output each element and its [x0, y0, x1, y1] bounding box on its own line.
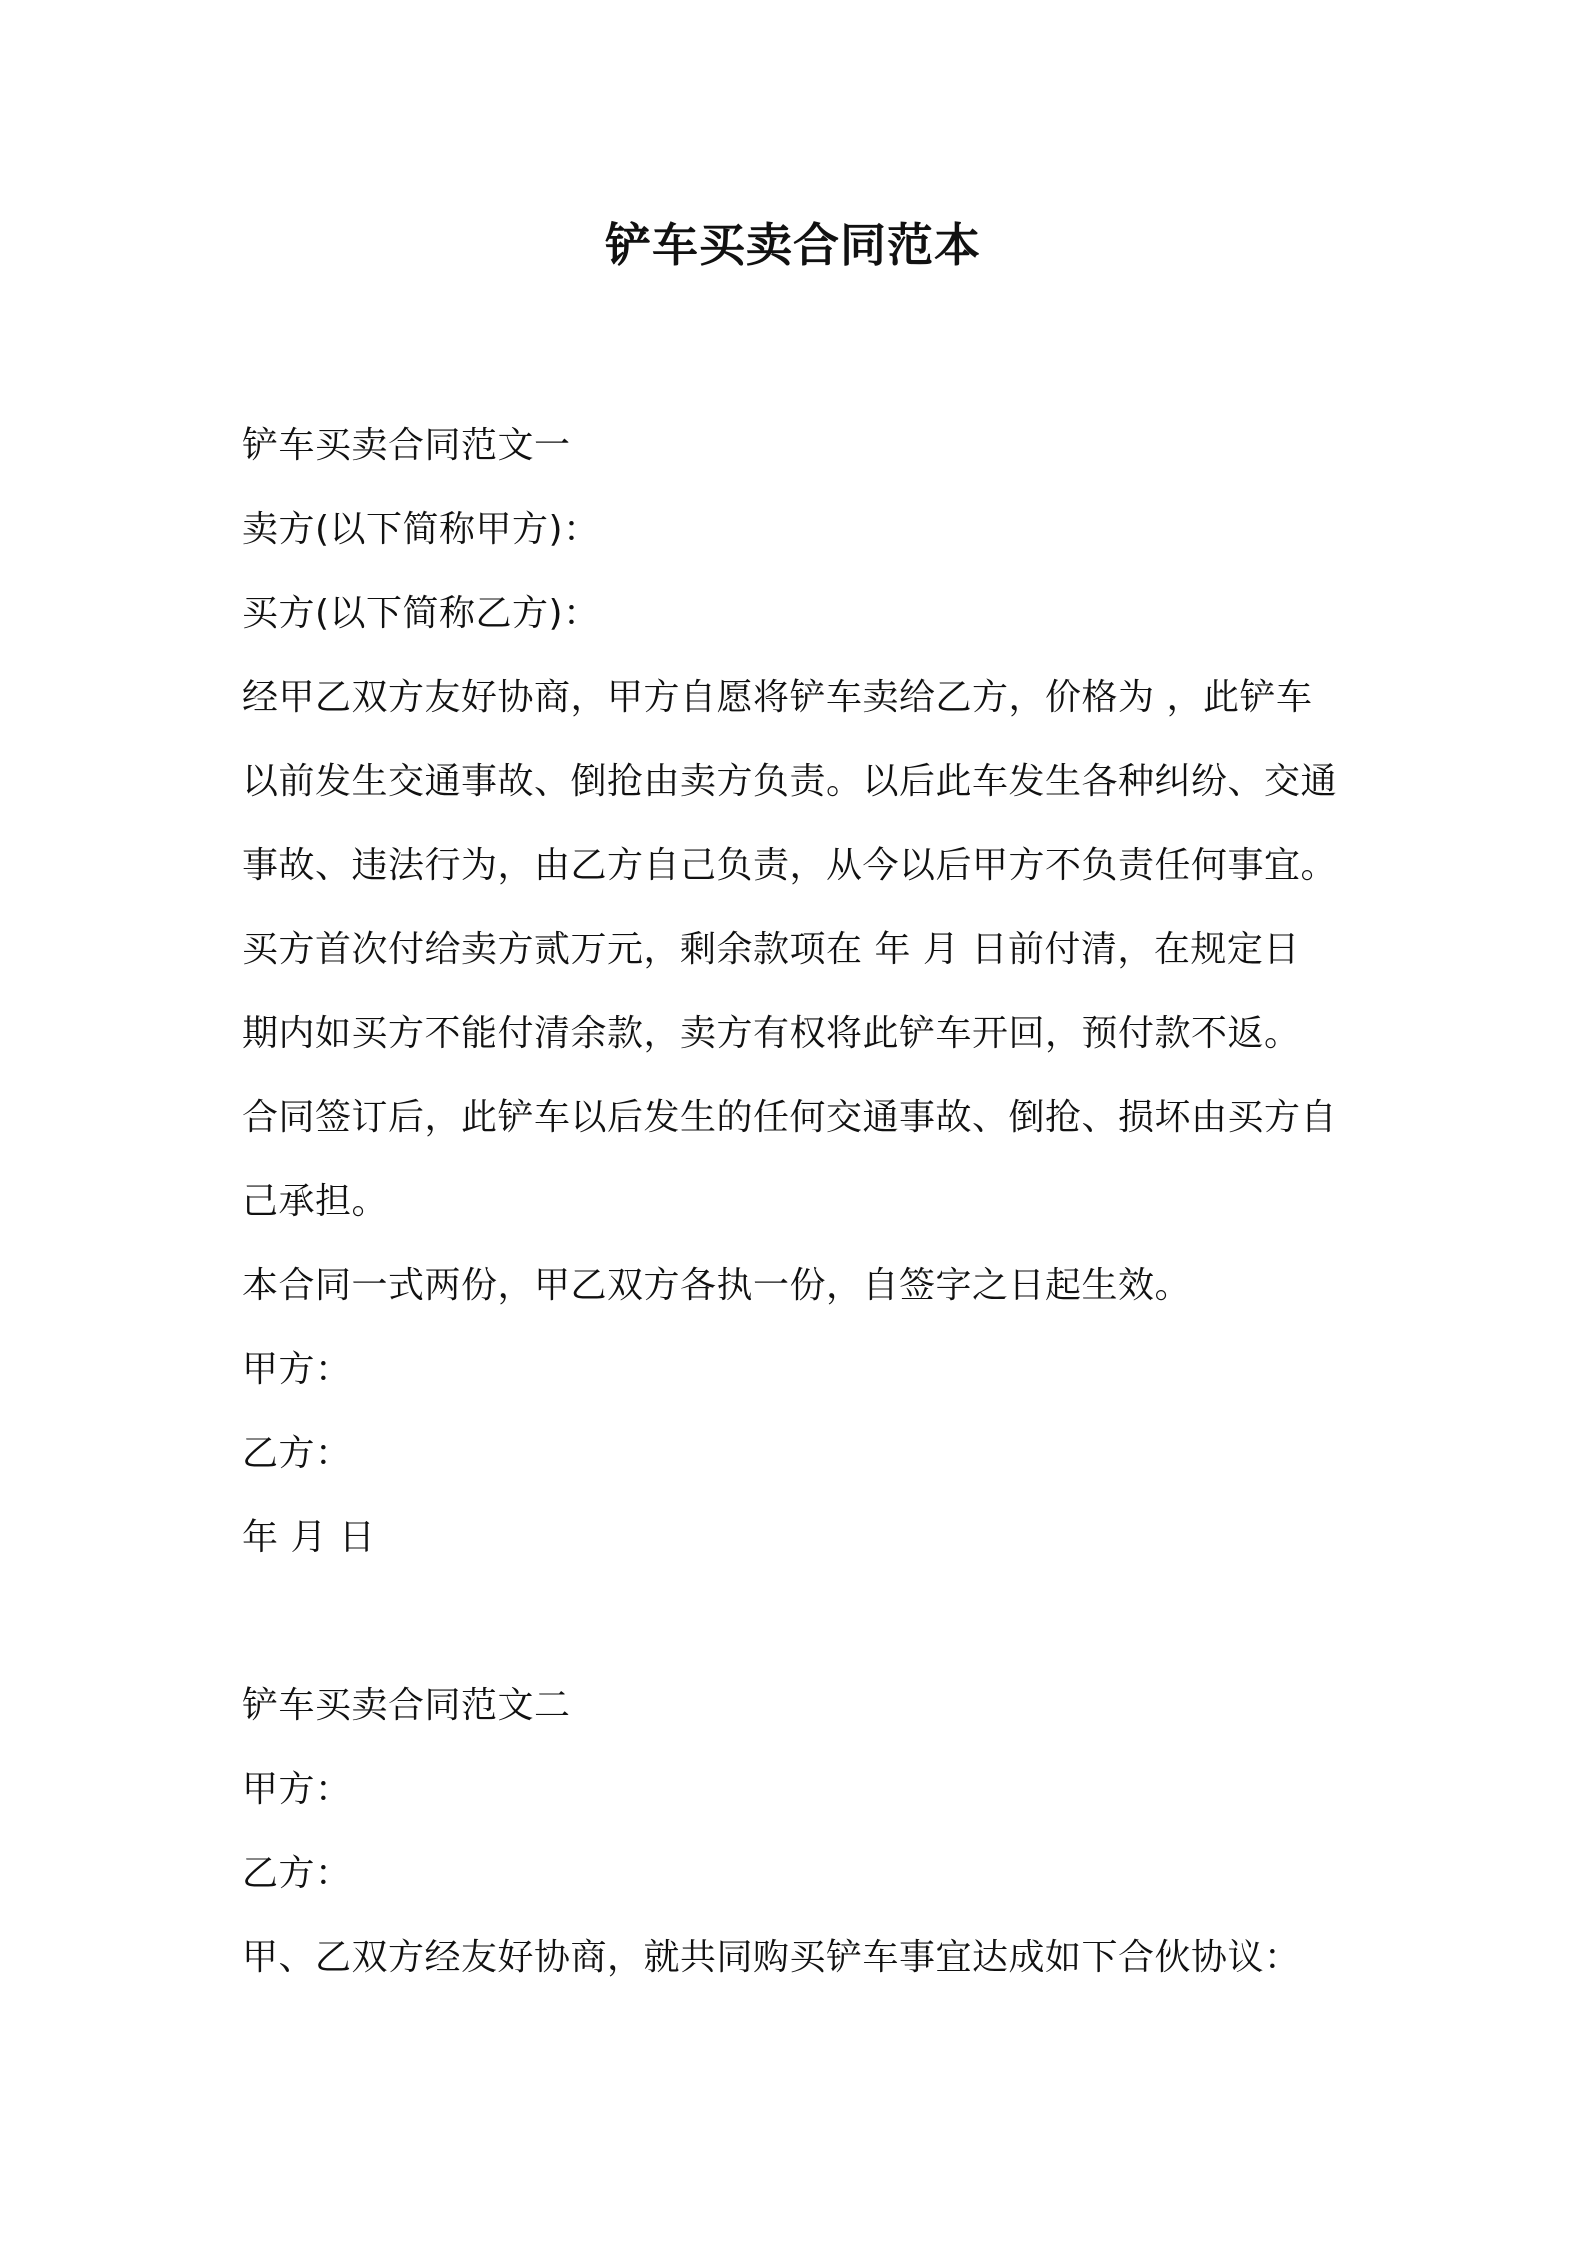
document-title: 铲车买卖合同范本	[605, 218, 981, 272]
paragraph-line: 买方首次付给卖方贰万元，剩余款项在 年 月 日前付清，在规定日	[242, 929, 1300, 970]
party-b-line: 乙方：	[242, 1853, 352, 1894]
paragraph-line: 事故、违法行为，由乙方自己负责，从今以后甲方不负责任何事宜。	[242, 845, 1338, 886]
paragraph-line: 合同签订后，此铲车以后发生的任何交通事故、倒抢、损坏由买方自	[242, 1097, 1338, 1138]
date-line: 年 月 日	[242, 1517, 376, 1558]
section-gap	[242, 1580, 1362, 1664]
section-1-heading: 铲车买卖合同范文一	[242, 425, 571, 466]
paragraph-line: 甲、乙双方经友好协商，就共同购买铲车事宜达成如下合伙协议：	[242, 1937, 1301, 1978]
buyer-line: 买方(以下简称乙方)：	[242, 593, 600, 634]
paragraph-line: 经甲乙双方友好协商，甲方自愿将铲车卖给乙方，价格为 ，此铲车	[242, 677, 1313, 718]
paragraph-line: 本合同一式两份，甲乙双方各执一份，自签字之日起生效。	[242, 1265, 1192, 1306]
section-2-heading: 铲车买卖合同范文二	[242, 1685, 571, 1726]
party-a-line: 甲方：	[242, 1769, 352, 1810]
seller-line: 卖方(以下简称甲方)：	[242, 509, 600, 550]
paragraph-line: 己承担。	[242, 1181, 389, 1222]
party-b-signature: 乙方：	[242, 1433, 352, 1474]
document-body	[242, 404, 1362, 2000]
party-a-signature: 甲方：	[242, 1349, 352, 1390]
paragraph-line: 期内如买方不能付清余款，卖方有权将此铲车开回，预付款不返。	[242, 1013, 1301, 1054]
paragraph-line: 以前发生交通事故、倒抢由卖方负责。以后此车发生各种纠纷、交通	[242, 761, 1338, 802]
